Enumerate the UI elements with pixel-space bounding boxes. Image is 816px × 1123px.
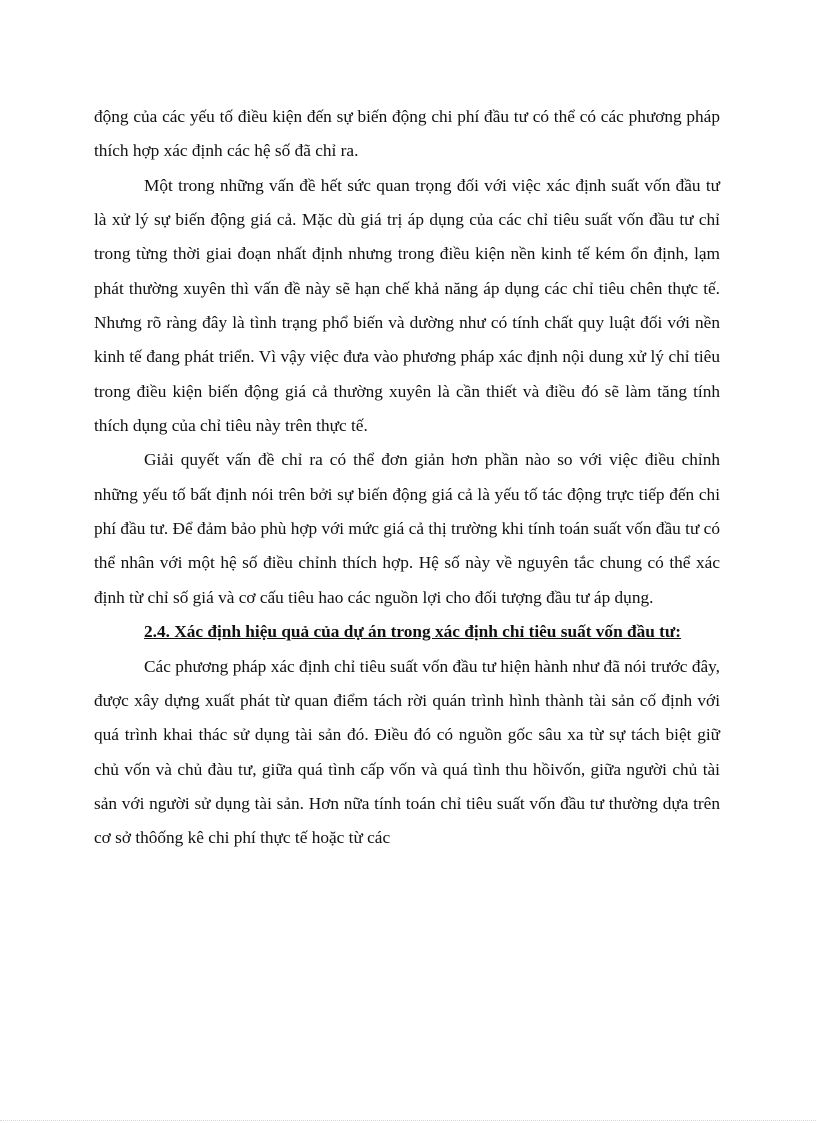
- paragraph-price-fluctuation: Một trong những vấn đề hết sức quan trọng đối với việc xác định suất vốn đầu tư là xử lý sự biến động giá cả. Mặc dù giá trị áp dụng của các chỉ tiêu suất vốn đầu tư chỉ trong từng thời giai đoạn nhất định nhưng trong điều kiện nền kinh tế kém ổn định, lạm phát thường xuyên thì vấn đề này sẽ hạn chế khả năng áp dụng các chỉ tiêu chên thực tế. Nhưng rõ ràng đây là tình trạng phổ biến và dường như có tính chất quy luật đối với nền kinh tế đang phát triển. Vì vậy việc đưa vào phương pháp xác định nội dung xử lý chỉ tiêu trong điều kiện biến động giá cả thường xuyên là cần thiết và điều đó sẽ làm tăng tính thích dụng của chỉ tiêu này trên thực tế.: [94, 175, 720, 436]
- page-bottom-divider: [0, 1120, 816, 1121]
- paragraph-current-methods: Các phương pháp xác định chỉ tiêu suất vốn đầu tư hiện hành như đã nói trước đây, được xây dựng xuất phát từ quan điểm tách rời quán trình hình thành tài sản cố định với quá trình khai thác sử dụng tài sản đó. Điều đó có nguồn gốc sâu xa từ sự tách biệt giữ chủ vốn và chủ đàu tư, giữa quá tình cấp vốn và quá tình thu hồivốn, giữa người chủ tài sản với người sử dụng tài sản. Hơn nữa tính toán chỉ tiêu suất vốn đầu tư thường dựa trên cơ sở thôống kê chi phí thực tế hoặc từ các: [94, 656, 720, 848]
- document-page: [94, 100, 720, 856]
- section-heading: 2.4. Xác định hiệu quả của dự án trong xác định chỉ tiêu suất vốn đầu tư:: [144, 622, 682, 642]
- paragraph-adjustment-coefficient: Giải quyết vấn đề chỉ ra có thể đơn giản hơn phần nào so với việc điều chỉnh những yếu tố bất định nói trên bởi sự biến động giá cả là yếu tố tác động trực tiếp đến chi phí đầu tư. Để đảm bảo phù hợp với mức giá cả thị trường khi tính toán suất vốn đầu tư có thể nhân với một hệ số điều chỉnh thích hợp. Hệ số này về nguyên tắc chung có thể xác định từ chỉ số giá và cơ cấu tiêu hao các nguồn lợi cho đối tượng đầu tư áp dụng.: [94, 450, 720, 607]
- paragraph-continuation: động của các yếu tố điều kiện đến sự biến động chi phí đầu tư có thể có các phương pháp thích hợp xác định các hệ số đã chỉ ra.: [94, 107, 720, 161]
